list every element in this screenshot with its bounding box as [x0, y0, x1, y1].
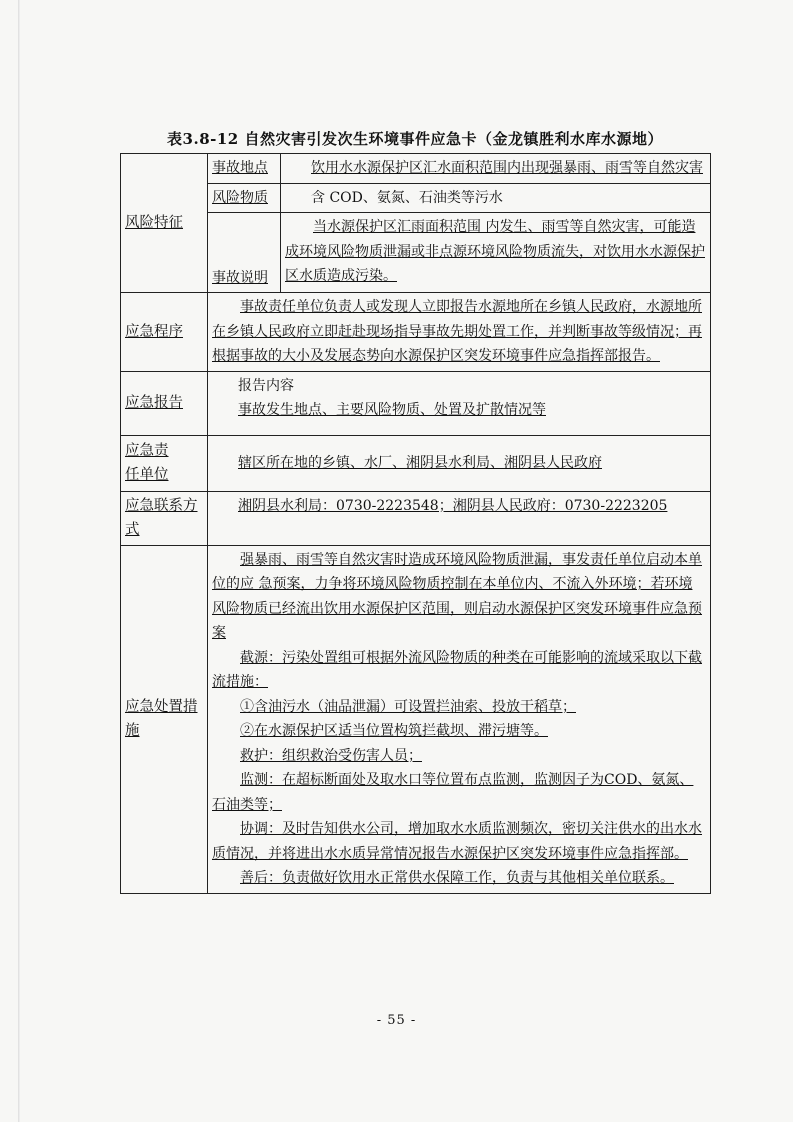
contact-row	[121, 491, 711, 545]
responsible-category-line-2: 任单位	[125, 467, 169, 483]
responsible-row	[121, 435, 711, 491]
disposal-p6: 监测：在超标断面处及取水口等位置布点监测，监测因子为COD、氨氮、石油类等；	[212, 772, 694, 813]
risk-row-substance	[121, 183, 711, 213]
disposal-text-cell	[208, 545, 711, 893]
procedure-text-cell	[208, 293, 711, 372]
report-text-cell	[208, 371, 711, 435]
responsible-category-cell	[121, 435, 208, 491]
contact-category-cell	[121, 491, 208, 545]
table-caption: 表3.8-12 自然灾害引发次生环境事件应急卡（金龙镇胜利水库水源地）	[167, 130, 663, 148]
disposal-p2: 截源：污染处置组可根据外流风险物质的种类在可能影响的流域采取以下截流措施：	[212, 649, 702, 690]
risk-text-location: 饮用水水源保护区汇水面积范围内出现强暴雨、雨雪等自然灾害	[281, 154, 711, 184]
risk-text-description: 当水源保护区汇雨面积范围 内发生、雨雪等自然灾害，可能造成环境风险物质泄漏或非点源环境风险物质流失，对饮用水水源保护区水质造成污染。	[281, 213, 711, 293]
disposal-p4: ②在水源保护区适当位置构筑拦截坝、滞污塘等。	[240, 723, 548, 739]
disposal-p1: 强暴雨、雨雪等自然灾害时造成环境风险物质泄漏，事发责任单位启动本单位的应 急预案，力争将环境风险物质控制在本单位内、不流入外环境；若环境风险物质已经流出饮用水源保护区范围，则启动水源保护区突发环境事件应急预案	[212, 551, 702, 641]
disposal-p8: 善后：负责做好饮用水正常供水保障工作，负责与其他相关单位联系。	[240, 870, 674, 886]
risk-text-substance: 含 COD、氨氮、石油类等污水	[281, 183, 711, 213]
responsible-text-cell	[208, 435, 711, 491]
risk-label-substance: 风险物质	[208, 183, 281, 213]
responsible-category-line-1: 应急责	[125, 442, 169, 459]
disposal-p3: ①含油污水（油品泄漏）可设置拦油索、投放干稻草；	[240, 698, 576, 715]
disposal-row	[121, 545, 711, 893]
risk-row-location	[121, 154, 711, 184]
report-row	[121, 371, 711, 435]
emergency-card-table	[120, 153, 711, 894]
contact-category-label: 应急联系方式	[125, 497, 198, 538]
responsible-text: 辖区所在地的乡镇、水厂、湘阴县水利局、湘阴县人民政府	[238, 454, 602, 471]
report-category-cell	[121, 371, 208, 435]
contact-text: 湘阴县水利局：0730-2223548；湘阴县人民政府：0730-2223205	[238, 497, 668, 514]
contact-text-cell	[208, 491, 711, 545]
scan-edge	[18, 0, 20, 1122]
procedure-category-cell	[121, 293, 208, 372]
report-line-1: 报告内容	[238, 377, 294, 394]
risk-category-cell	[121, 154, 208, 293]
risk-category-label: 风险特征	[125, 214, 183, 231]
disposal-p7: 协调：及时告知供水公司，增加取水水质监测频次，密切关注供水的出水水质情况，并将进出水水质异常情况报告水源保护区突发环境事件应急指挥部。	[212, 821, 702, 862]
risk-label-description: 事故说明	[208, 213, 281, 293]
page-number: - 55 -	[376, 1013, 417, 1028]
procedure-text: 事故责任单位负责人或发现人立即报告水源地所在乡镇人民政府，水源地所在乡镇人民政府立即赶赴现场指导事故先期处置工作，并判断事故等级情况；再根据事故的大小及发展态势向水源保护区突发环境事件应急指挥部报告。	[212, 299, 702, 364]
disposal-category-cell	[121, 545, 208, 893]
report-line-2: 事故发生地点、主要风险物质、处置及扩散情况等	[238, 402, 546, 418]
disposal-p5: 救护：组织救治受伤害人员；	[240, 747, 422, 764]
risk-label-location: 事故地点	[208, 154, 281, 184]
procedure-category-label: 应急程序	[125, 323, 183, 340]
risk-row-description	[121, 213, 711, 293]
procedure-row	[121, 293, 711, 372]
report-category-label: 应急报告	[125, 394, 183, 411]
disposal-category-label: 应急处置措施	[125, 698, 198, 739]
